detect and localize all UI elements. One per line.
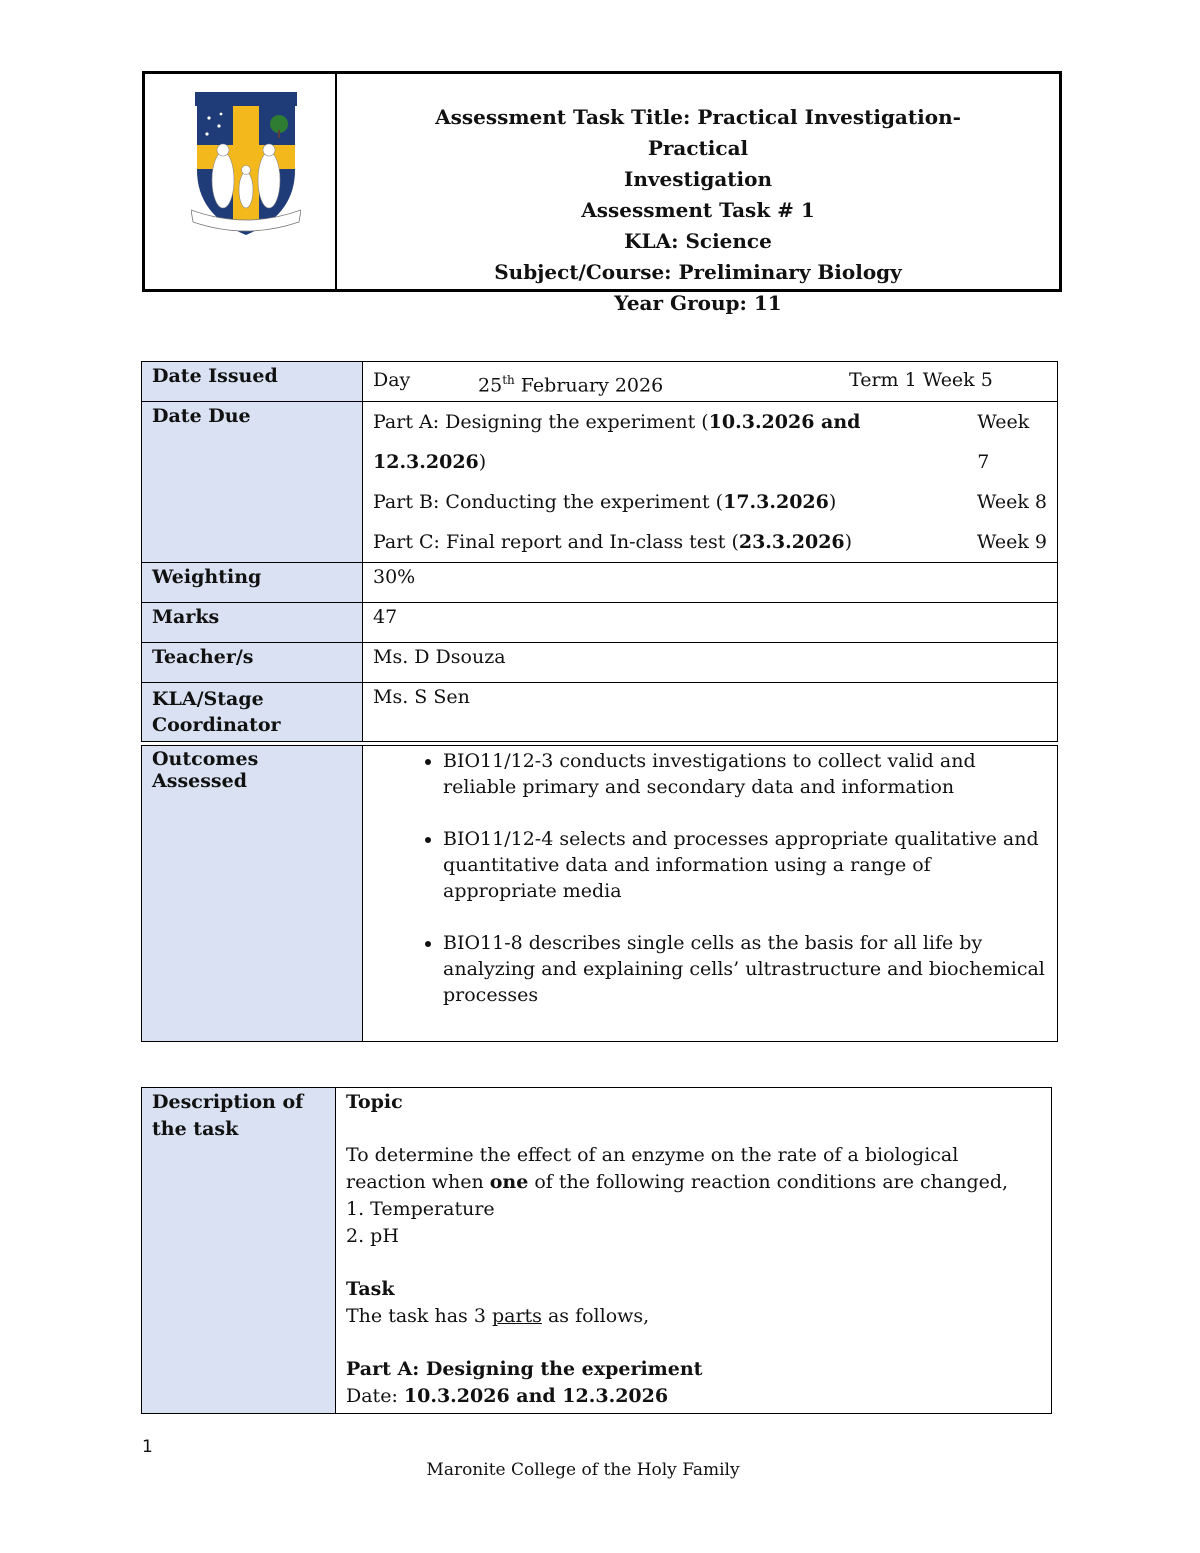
date-due-value [363, 402, 1058, 563]
marks-label: Marks [142, 603, 363, 643]
page-number: 1 [142, 1437, 153, 1457]
due-part-b-week: Week 8 [976, 491, 1047, 513]
outcomes-list-cell [363, 746, 1058, 1042]
task-heading: Task [346, 1278, 395, 1300]
footer-school-name: Maronite College of the Holy Family [426, 1460, 740, 1480]
task-number: Assessment Task # 1 [581, 198, 815, 222]
marks-value: 47 [363, 603, 1058, 643]
date-due-label: Date Due [142, 402, 363, 563]
coordinator-value: Ms. S Sen [363, 683, 1058, 742]
part-a-heading: Part A: Designing the experiment [346, 1358, 703, 1380]
task-title: Assessment Task Title: Practical Investigation- Practical [435, 105, 961, 160]
condition-item: 2. pH [346, 1225, 399, 1247]
date-issued-row [142, 362, 1058, 402]
header-box [142, 71, 1062, 315]
details-table [141, 361, 1058, 742]
due-part-b: Part B: Conducting the experiment (17.3.2026) Week 8 [373, 482, 1047, 522]
logo-cell [145, 74, 337, 289]
condition-item: 1. Temperature [346, 1198, 495, 1220]
description-label: Description of the task [142, 1088, 336, 1414]
kla-label: KLA: Science [624, 229, 772, 253]
weighting-value: 30% [363, 563, 1058, 603]
due-part-a: Part A: Designing the experiment (10.3.2026 and 12.3.2026) Week 7 [373, 402, 1047, 482]
due-part-a-week: Week 7 [977, 411, 1030, 473]
teachers-label: Teacher/s [142, 643, 363, 683]
outcomes-table [141, 745, 1058, 1042]
outcomes-row [142, 746, 1058, 1042]
subject-label: Subject/Course: Preliminary Biology [494, 260, 902, 284]
day-label: Day [373, 369, 411, 391]
teachers-row [142, 643, 1058, 683]
issue-term-week: Term 1 Week 5 [849, 369, 993, 391]
teachers-value: Ms. D Dsouza [363, 643, 1058, 683]
description-row [142, 1088, 1052, 1414]
year-group-label: Year Group: 11 [614, 291, 782, 315]
weighting-row [142, 563, 1058, 603]
outcome-item: • BIO11/12-3 conducts investigations to collect valid and reliable primary and secondary data and information [443, 748, 1047, 800]
issue-date: 25th February 2026 [478, 373, 664, 397]
topic-text: To determine the effect of an enzyme on the rate of a biological reaction when one of the following reaction conditions are changed, [346, 1144, 1009, 1193]
topic-heading: Topic [346, 1091, 403, 1113]
date-issued-value [363, 362, 1058, 402]
outcome-item: • BIO11-8 describes single cells as the basis for all life by analyzing and explaining cells’ ultrastructure and biochemical processes [443, 930, 1047, 1008]
coordinator-row [142, 683, 1058, 742]
weighting-label: Weighting [142, 563, 363, 603]
marks-row [142, 603, 1058, 643]
date-due-row [142, 402, 1058, 563]
description-content [336, 1088, 1052, 1414]
outcomes-label: Outcomes Assessed [142, 746, 363, 1042]
college-crest-logo [191, 90, 301, 240]
description-table [141, 1087, 1052, 1414]
part-a-date: Date: 10.3.2026 and 12.3.2026 [346, 1385, 669, 1407]
task-text: The task has 3 parts as follows, [346, 1305, 650, 1327]
due-part-c-week: Week 9 [976, 531, 1047, 553]
date-issued-label: Date Issued [142, 362, 363, 402]
coordinator-label: KLA/Stage Coordinator [142, 683, 363, 742]
due-part-c: Part C: Final report and In-class test (23.3.2026) Week 9 [373, 522, 1047, 562]
outcomes-list [373, 748, 1047, 1008]
title-cell [337, 74, 1059, 315]
task-title-continued: Investigation [624, 167, 772, 191]
outcome-item: • BIO11/12-4 selects and processes appropriate qualitative and quantitative data and information using a range of appropriate media [443, 826, 1047, 904]
